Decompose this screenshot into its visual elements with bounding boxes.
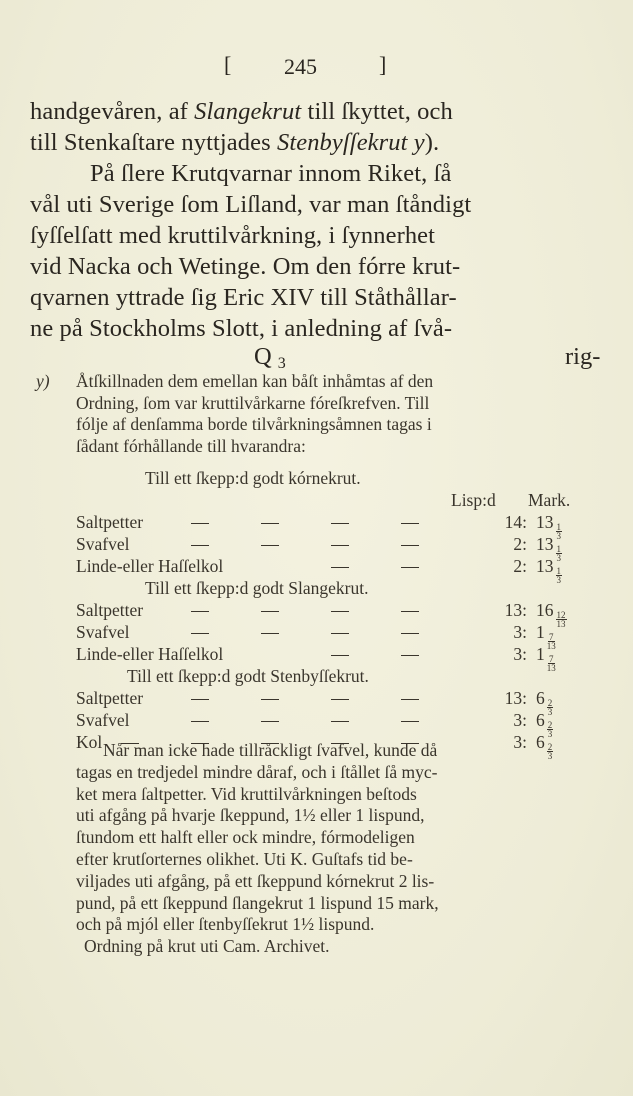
leader-dash xyxy=(401,567,419,568)
lispund-value: 3: xyxy=(513,644,527,664)
table-header xyxy=(76,489,603,511)
table-row xyxy=(76,511,603,541)
leader-dash xyxy=(401,545,419,546)
table-row xyxy=(76,599,603,629)
mark-whole: 1 xyxy=(536,644,545,664)
fraction-numerator: 1 xyxy=(556,544,561,554)
ingredient-name: Linde-eller Haſſelkol xyxy=(76,556,224,576)
mark-whole: 13 xyxy=(536,556,554,576)
mark-value xyxy=(536,555,562,584)
paragraph-line xyxy=(76,827,603,849)
text-segment: ſyſſelſatt med kruttilvårkning, i ſynnerhet xyxy=(30,222,436,249)
leader-dash xyxy=(261,721,279,722)
fraction-numerator: 2 xyxy=(547,720,553,730)
leader-dash xyxy=(191,545,209,546)
page-header xyxy=(0,52,633,82)
paragraph-line xyxy=(76,784,603,806)
table-row xyxy=(76,621,603,651)
leader-dash xyxy=(331,567,349,568)
footnote-line xyxy=(76,414,603,436)
leader-dash xyxy=(261,699,279,700)
leader-dash xyxy=(331,611,349,612)
source-note-text: Ordning på krut uti Cam. Archivet. xyxy=(84,936,330,957)
text-line xyxy=(30,189,603,220)
leader-dash xyxy=(401,523,419,524)
paragraph-text: tagas en tredjedel mindre dåraf, och i ſtållet ſå myc- xyxy=(76,761,438,782)
fraction-denominator: 3 xyxy=(547,751,553,761)
mark-value xyxy=(536,643,556,672)
leader-dash xyxy=(401,611,419,612)
text-segment: till Stenkaſtare nyttjades xyxy=(30,129,277,156)
paragraph-line xyxy=(76,805,603,827)
signature-letter: Q xyxy=(254,343,272,370)
lispund-value: 13: xyxy=(504,688,527,708)
fraction-numerator: 12 xyxy=(556,610,566,620)
table-title: Till ett ſkepp:d godt kórnekrut. xyxy=(145,468,361,488)
leader-dash xyxy=(261,611,279,612)
footnote-text: fólje af denſamma borde tilvårkningsåmnen tagas i xyxy=(76,414,432,434)
footnote-marker: y) xyxy=(36,371,50,391)
leader-dash xyxy=(191,633,209,634)
lispund-value: 13: xyxy=(504,600,527,620)
lispund-value: 14: xyxy=(504,512,527,532)
fraction-denominator: 3 xyxy=(556,575,561,585)
text-segment: ne på Stockholms Slott, i anledning af ſvå- xyxy=(30,315,453,342)
fraction-numerator: 2 xyxy=(547,742,553,752)
header-left-bracket: [ xyxy=(224,52,232,77)
signature-number: 3 xyxy=(277,355,286,372)
ingredient-name: Linde-eller Haſſelkol xyxy=(76,644,224,664)
footnote-line xyxy=(76,393,603,415)
leader-dash xyxy=(191,699,209,700)
leader-dash xyxy=(191,721,209,722)
source-note xyxy=(76,936,603,958)
paragraph-text: efter krutſorternes olikhet. Uti K. Guſtafs tid be- xyxy=(76,848,413,869)
column-header-lispund: Lisp:d xyxy=(451,490,496,510)
paragraph-text: Når man icke hade tillråckligt ſvafvel, kunde då xyxy=(103,740,438,760)
closing-paragraph xyxy=(76,740,603,958)
text-line xyxy=(30,251,603,282)
ingredient-name: Svafvel xyxy=(76,622,130,642)
lispund-value: 3: xyxy=(513,622,527,642)
fraction-denominator: 13 xyxy=(556,619,566,629)
ingredient-name: Saltpetter xyxy=(76,600,144,620)
text-line xyxy=(30,158,603,189)
lispund-value: 3: xyxy=(513,732,527,752)
fraction-denominator: 3 xyxy=(547,729,553,739)
leader-dash xyxy=(331,699,349,700)
paragraph-line xyxy=(76,740,603,762)
fraction-denominator: 3 xyxy=(547,707,553,717)
paragraph-text: ſtundom ett halft eller ock mindre, fórmodeligen xyxy=(76,827,415,848)
mark-whole: 6 xyxy=(536,688,545,708)
leader-dash xyxy=(331,633,349,634)
table-row xyxy=(76,555,603,585)
paragraph-text: och på mjól eller ſtenbyſſekrut 1½ lispund. xyxy=(76,914,375,935)
leader-dash xyxy=(331,523,349,524)
fraction-numerator: 7 xyxy=(549,654,554,664)
ingredient-name: Saltpetter xyxy=(76,512,144,532)
ingredient-name: Saltpetter xyxy=(76,688,144,708)
table-row xyxy=(76,533,603,563)
leader-dash xyxy=(191,611,209,612)
lispund-value: 2: xyxy=(513,534,527,554)
lispund-value: 3: xyxy=(513,710,527,730)
leader-dash xyxy=(401,699,419,700)
table-title: Till ett ſkepp:d godt Stenbyſſekrut. xyxy=(127,666,369,686)
fraction-denominator: 3 xyxy=(556,553,561,563)
text-line xyxy=(30,313,603,344)
recipe-tables xyxy=(76,467,603,761)
signature-mark xyxy=(254,343,286,373)
paragraph-line xyxy=(76,914,603,936)
footnote-line xyxy=(76,371,603,393)
catchword: rig- xyxy=(565,343,601,370)
column-header-mark: Mark. xyxy=(528,490,571,510)
leader-dash xyxy=(331,545,349,546)
table-title: Till ett ſkepp:d godt Slangekrut. xyxy=(145,578,369,598)
text-segment: vid Nacka och Wetinge. Om den fórre krut- xyxy=(30,253,461,280)
leader-dash xyxy=(261,523,279,524)
fraction-numerator: 1 xyxy=(556,566,561,576)
footnote-text: Åtſkillnaden dem emellan kan båſt inhåmtas af den xyxy=(76,371,434,391)
mark-whole: 16 xyxy=(536,600,554,620)
italic-term: Stenbyſſekrut y xyxy=(276,129,425,156)
fraction-denominator: 13 xyxy=(546,663,556,673)
text-segment: qvarnen yttrade ſig Eric XIV till Ståthållar- xyxy=(30,284,457,311)
leader-dash xyxy=(401,633,419,634)
text-line xyxy=(30,282,603,313)
leader-dash xyxy=(331,655,349,656)
paragraph-line xyxy=(76,849,603,871)
table-row xyxy=(76,687,603,717)
page-number: 245 xyxy=(284,54,317,79)
mark-whole: 6 xyxy=(536,710,545,730)
text-segment: till ſkyttet, och xyxy=(301,98,453,125)
text-segment: vål uti Sverige ſom Liſland, var man ſtåndigt xyxy=(30,191,472,218)
text-segment: ). xyxy=(424,129,440,156)
paragraph-line xyxy=(76,893,603,915)
leader-dash xyxy=(261,545,279,546)
leader-dash xyxy=(191,523,209,524)
leader-dash xyxy=(261,633,279,634)
fraction-denominator: 3 xyxy=(556,531,561,541)
text-line xyxy=(30,96,603,127)
mark-whole: 13 xyxy=(536,534,554,554)
text-line xyxy=(30,220,603,251)
mark-fraction xyxy=(556,567,563,584)
text-segment: handgevåren, af xyxy=(30,98,195,125)
ingredient-name: Kol xyxy=(76,732,103,752)
footnote-text: ſådant fórhållande till hvarandra: xyxy=(76,435,306,456)
mark-whole: 1 xyxy=(536,622,545,642)
fraction-numerator: 2 xyxy=(547,698,553,708)
mark-whole: 13 xyxy=(536,512,554,532)
fraction-numerator: 7 xyxy=(549,632,554,642)
mark-fraction xyxy=(547,655,556,672)
table-row xyxy=(76,643,603,673)
ingredient-name: Svafvel xyxy=(76,534,130,554)
lispund-value: 2: xyxy=(513,556,527,576)
paragraph-text: uti afgång på hvarje ſkeppund, 1½ eller 1 lispund, xyxy=(76,805,425,826)
paragraph-line xyxy=(76,762,603,784)
fraction-numerator: 1 xyxy=(556,522,561,532)
footnote xyxy=(36,371,603,457)
paragraph-text: viljades uti afgång, på ett ſkeppund kórnekrut 2 lis- xyxy=(76,870,435,891)
table-row xyxy=(76,709,603,739)
header-right-bracket: ] xyxy=(379,52,387,77)
leader-dash xyxy=(401,655,419,656)
paragraph-text: pund, på ett ſkeppund ſlangekrut 1 lispund 15 mark, xyxy=(76,892,439,913)
ingredient-name: Svafvel xyxy=(76,710,130,730)
paragraph-line xyxy=(76,871,603,893)
leader-dash xyxy=(331,721,349,722)
footnote-text: Ordning, ſom var kruttilvårkarne fóreſkrefven. Till xyxy=(76,392,430,413)
footnote-line xyxy=(76,436,603,458)
text-line xyxy=(30,127,603,158)
leader-dash xyxy=(401,721,419,722)
mark-whole: 6 xyxy=(536,732,545,752)
fraction-denominator: 13 xyxy=(546,641,556,651)
text-segment: På ſlere Krutqvarnar innom Riket, ſå xyxy=(90,160,452,187)
italic-term: Slangekrut xyxy=(194,98,302,125)
paragraph-text: ket mera ſaltpetter. Vid kruttilvårkningen beſtods xyxy=(76,783,417,804)
main-text xyxy=(30,96,603,344)
